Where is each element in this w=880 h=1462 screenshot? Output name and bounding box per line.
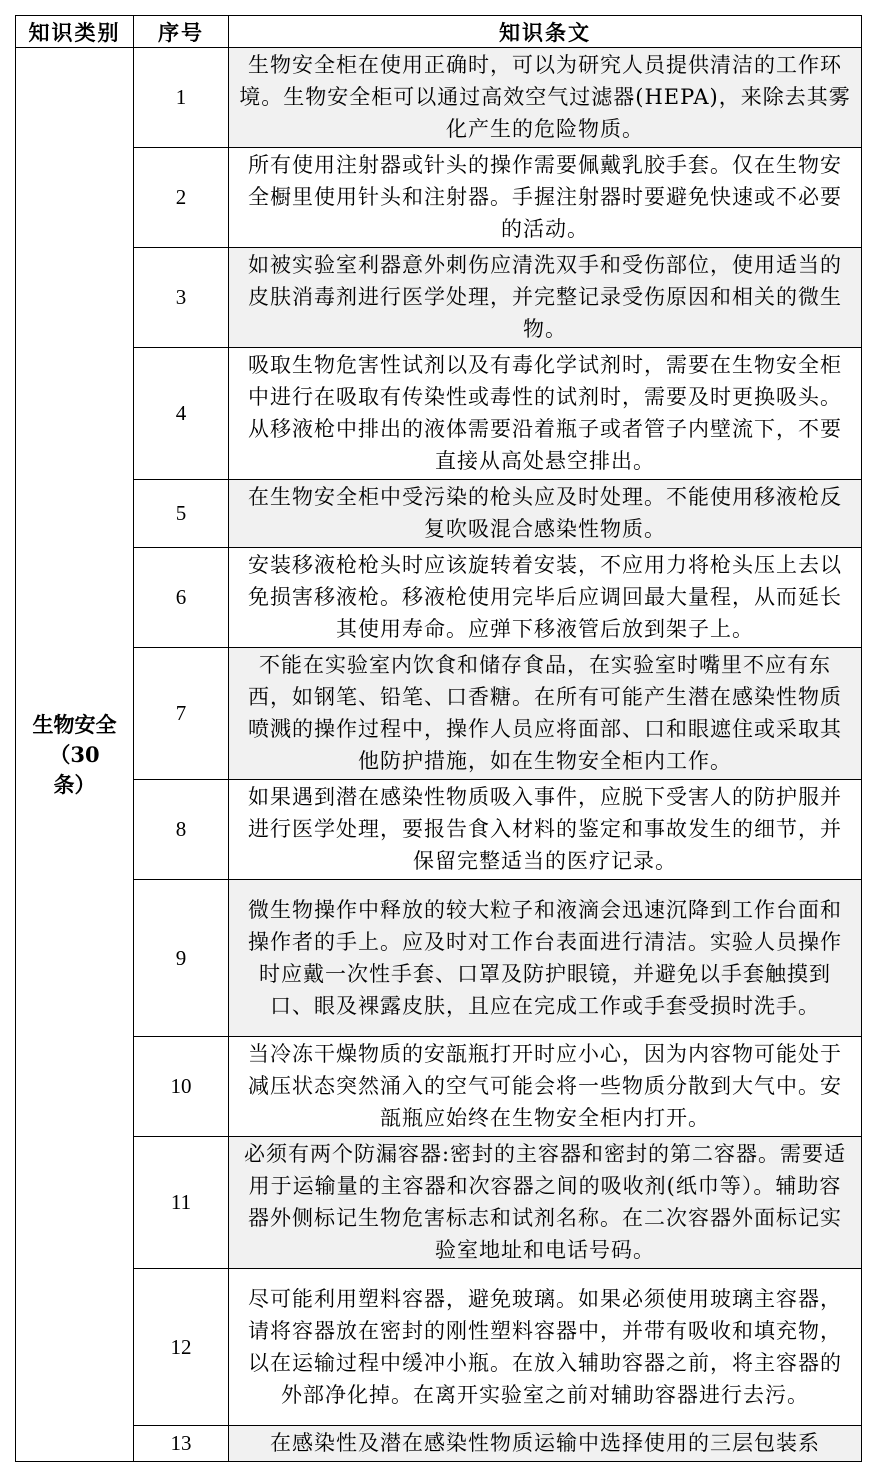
table-row [16,148,862,248]
row-text: 在感染性及潜在感染性物质运输中选择使用的三层包装系 [229,1426,862,1462]
row-text: 生物安全柜在使用正确时，可以为研究人员提供清洁的工作环境。生物安全柜可以通过高效空气过滤器(HEPA)，来除去其雾化产生的危险物质。 [229,48,862,148]
table-row [16,1426,862,1462]
row-number: 13 [134,1426,229,1462]
table-row [16,480,862,548]
row-text: 必须有两个防漏容器:密封的主容器和密封的第二容器。需要适用于运输量的主容器和次容器之间的吸收剂(纸巾等）。辅助容器外侧标记生物危害标志和试剂名称。在二次容器外面标记实验室地址和电话号码。 [229,1137,862,1269]
header-index: 序号 [134,16,229,48]
table-row [16,1269,862,1426]
table-row [16,648,862,780]
category-cell [16,48,134,1462]
table-header [16,16,862,48]
table-row [16,248,862,348]
category-count-open: （30 [49,741,100,767]
row-text: 吸取生物危害性试剂以及有毒化学试剂时，需要在生物安全柜中进行在吸取有传染性或毒性的试剂时，需要及时更换吸头。从移液枪中排出的液体需要沿着瓶子或者管子内壁流下，不要直接从高处悬空排出。 [229,348,862,480]
table-row [16,548,862,648]
row-number: 10 [134,1037,229,1137]
table-row [16,880,862,1037]
row-number: 2 [134,148,229,248]
table-row [16,780,862,880]
row-text: 不能在实验室内饮食和储存食品，在实验室时嘴里不应有东西，如钢笔、铅笔、口香糖。在所有可能产生潜在感染性物质喷溅的操作过程中，操作人员应将面部、口和眼遮住或采取其他防护措施，如在生物安全柜内工作。 [229,648,862,780]
header-clause: 知识条文 [229,16,862,48]
row-text: 安装移液枪枪头时应该旋转着安装，不应用力将枪头压上去以免损害移液枪。移液枪使用完毕后应调回最大量程，从而延长其使用寿命。应弹下移液管后放到架子上。 [229,548,862,648]
knowledge-table [15,15,862,1462]
row-text: 如果遇到潜在感染性物质吸入事件，应脱下受害人的防护服并进行医学处理，要报告食入材料的鉴定和事故发生的细节，并保留完整适当的医疗记录。 [229,780,862,880]
row-text: 如被实验室利器意外刺伤应清洗双手和受伤部位，使用适当的皮肤消毒剂进行医学处理，并完整记录受伤原因和相关的微生物。 [229,248,862,348]
table-row [16,1137,862,1269]
row-text: 当冷冻干燥物质的安瓿瓶打开时应小心，因为内容物可能处于减压状态突然涌入的空气可能会将一些物质分散到大气中。安瓿瓶应始终在生物安全柜内打开。 [229,1037,862,1137]
header-category: 知识类别 [16,16,134,48]
table-row [16,1037,862,1137]
table-body [16,48,862,1462]
table-row [16,48,862,148]
header-row [16,16,862,48]
category-count-close: 条） [53,771,96,797]
table-row [16,348,862,480]
category-name: 生物安全 [32,711,117,737]
row-number: 9 [134,880,229,1037]
row-text: 微生物操作中释放的较大粒子和液滴会迅速沉降到工作台面和操作者的手上。应及时对工作台表面进行清洁。实验人员操作时应戴一次性手套、口罩及防护眼镜，并避免以手套触摸到口、眼及裸露皮肤，且应在完成工作或手套受损时洗手。 [229,880,862,1037]
row-text: 所有使用注射器或针头的操作需要佩戴乳胶手套。仅在生物安全橱里使用针头和注射器。手握注射器时要避免快速或不必要的活动。 [229,148,862,248]
row-text: 在生物安全柜中受污染的枪头应及时处理。不能使用移液枪反复吹吸混合感染性物质。 [229,480,862,548]
row-number: 1 [134,48,229,148]
row-number: 3 [134,248,229,348]
row-number: 7 [134,648,229,780]
row-text: 尽可能利用塑料容器，避免玻璃。如果必须使用玻璃主容器，请将容器放在密封的刚性塑料容器中，并带有吸收和填充物，以在运输过程中缓冲小瓶。在放入辅助容器之前，将主容器的外部净化掉。在离开实验室之前对辅助容器进行去污。 [229,1269,862,1426]
row-number: 11 [134,1137,229,1269]
row-number: 5 [134,480,229,548]
row-number: 12 [134,1269,229,1426]
row-number: 6 [134,548,229,648]
row-number: 8 [134,780,229,880]
row-number: 4 [134,348,229,480]
